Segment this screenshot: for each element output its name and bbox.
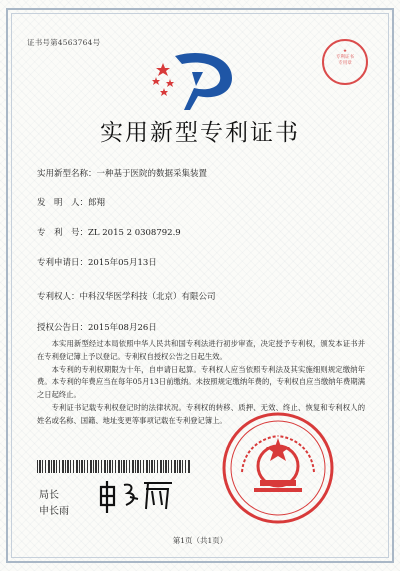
field-patent-number xyxy=(37,226,181,238)
field-label: 授权公告日： xyxy=(37,323,89,333)
director-name: 申长雨 xyxy=(39,506,69,517)
body-paragraph: 专利证书记载专利权登记时的法律状况。专利权的转移、质押、无效、终止、恢复和专利权人的姓名或名称、国籍、地址变更等事项记载在专利登记簿上。 xyxy=(37,402,365,425)
field-grant-date xyxy=(37,321,157,333)
field-label: 实用新型名称： xyxy=(37,169,97,179)
field-value: 2015年05月13日 xyxy=(88,258,157,268)
field-value: 郎翔 xyxy=(88,198,106,208)
field-utility-model-name xyxy=(37,167,207,179)
field-patentee xyxy=(37,290,216,302)
field-label: 专利权人： xyxy=(37,292,80,302)
body-paragraph: 本专利的专利权期限为十年，自申请日起算。专利权人应当依照专利法及其实施细则规定缴纳年费。本专利的年费应当在每年05月13日前缴纳。未按照规定缴纳年费的，专利权自应当缴纳年费期满之日起终止。 xyxy=(37,364,365,400)
field-label: 专 利 号： xyxy=(37,228,89,238)
field-label: 发 明 人： xyxy=(37,198,89,208)
field-value: ZL 2015 2 0308792.9 xyxy=(88,228,181,238)
field-value: 中科汉华医学科技（北京）有限公司 xyxy=(79,292,216,302)
field-value: 一种基于医院的数据采集装置 xyxy=(96,169,208,179)
sipo-logo-icon xyxy=(140,42,250,112)
page-footer: 第1页（共1页） xyxy=(172,536,228,545)
signature-icon xyxy=(96,475,176,515)
body-paragraph: 本实用新型经过本局依照中华人民共和国专利法进行初步审查，决定授予专利权，颁发本证书并在专利登记簿上予以登记。专利权自授权公告之日起生效。 xyxy=(37,339,365,361)
director-role: 局长 xyxy=(39,490,59,501)
barcode xyxy=(37,460,190,473)
certificate-title: 实用新型专利证书 xyxy=(100,120,300,146)
field-label: 专利申请日： xyxy=(37,258,89,268)
seal-stamp-icon: ★ 专利证书 专用章 xyxy=(322,39,368,85)
field-application-date xyxy=(37,256,157,268)
certificate-number: 证书号第4563764号 xyxy=(27,38,101,47)
field-inventor xyxy=(37,196,105,208)
field-value: 2015年08月26日 xyxy=(88,323,157,333)
official-seal-icon xyxy=(220,410,336,526)
